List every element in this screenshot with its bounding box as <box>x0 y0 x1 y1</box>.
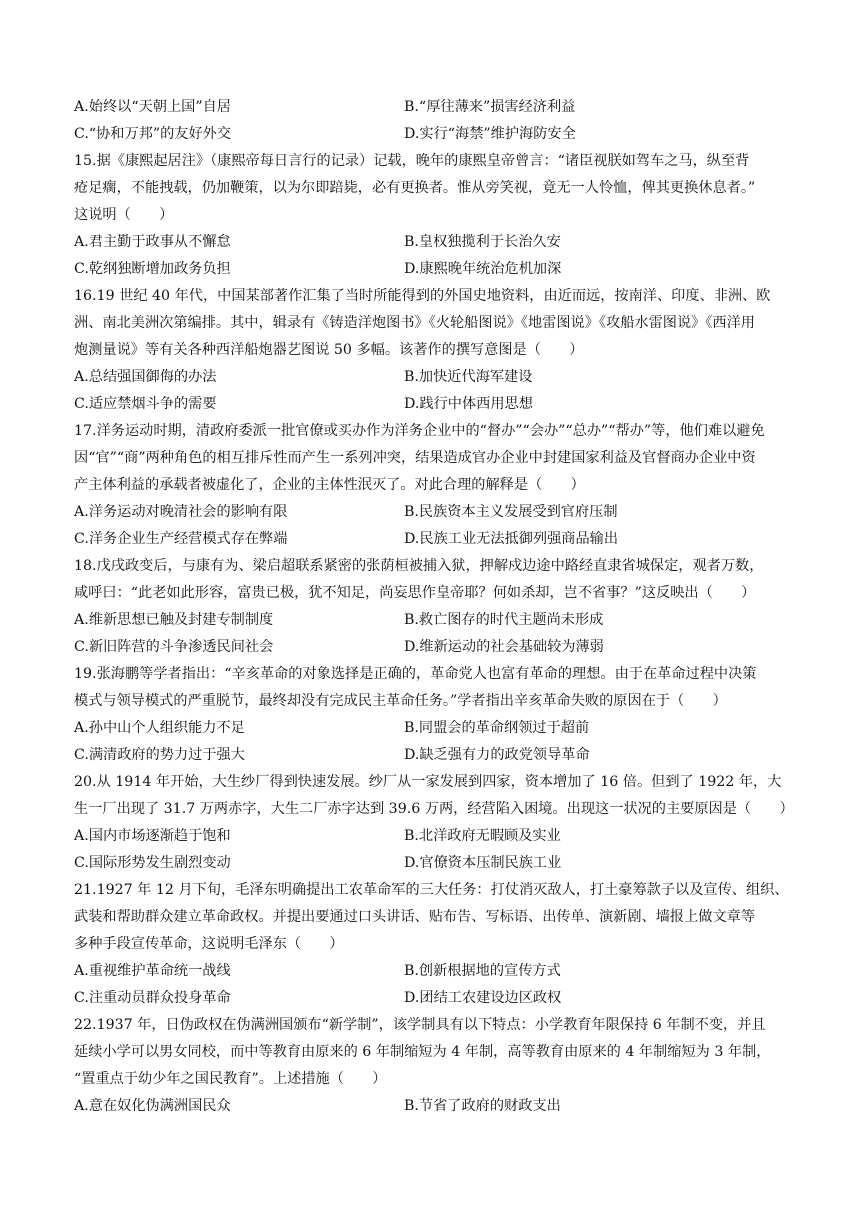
question-20-option-c: C.国际形势发生剧烈变动 <box>74 855 231 871</box>
question-21-option-b: B.创新根据地的宣传方式 <box>404 963 561 979</box>
question-19-line-2: 模式与领导模式的严重脱节，最终却没有完成民主革命任务。”学者指出辛亥革命失败的原因在于（ ） <box>74 693 727 709</box>
question-20-option-a: A.国内市场逐渐趋于饱和 <box>74 828 231 844</box>
question-22-options-row-1 <box>74 1093 804 1120</box>
question-20-options-row-2 <box>74 850 804 877</box>
question-20-option-b: B.北洋政府无暇顾及实业 <box>404 828 561 844</box>
question-16-options-row-2 <box>74 391 804 418</box>
question-19-option-b: B.同盟会的革命纲领过于超前 <box>404 720 590 736</box>
q14-option-c: C.“协和万邦”的友好外交 <box>74 126 232 142</box>
question-21-option-a: A.重视维护革命统一战线 <box>74 963 231 979</box>
q14-option-d: D.实行“海禁”维护海防安全 <box>404 126 576 142</box>
question-22-option-a: A.意在奴化伪满洲国民众 <box>74 1098 231 1114</box>
question-21-option-c: C.注重动员群众投身革命 <box>74 990 231 1006</box>
question-17-option-c: C.洋务企业生产经营模式存在弊端 <box>74 531 288 547</box>
question-17-line-2: 因“官”“商”两种角色的相互排斥性而产生一系列冲突，结果造成官办企业中封建国家利益及官督商办企业中资 <box>74 450 756 466</box>
question-17 <box>74 418 804 553</box>
question-18-line-1: 18.戊戌政变后，与康有为、梁启超联系紧密的张荫桓被捕入狱，押解戍边途中路经直隶省城保定，观者万数， <box>74 558 764 574</box>
question-16-option-b: B.加快近代海军建设 <box>404 369 533 385</box>
question-18-option-c: C.新旧阵营的斗争渗透民间社会 <box>74 639 274 655</box>
question-18-option-b: B.救亡图存的时代主题尚未形成 <box>404 612 604 628</box>
question-18-option-d: D.维新运动的社会基础较为薄弱 <box>404 639 604 655</box>
question-18-line-2: 咸呼曰：“此老如此形容，富贵已极，犹不知足，尚妄思作皇帝耶？何如杀却，岂不省事？”这反映出（ ） <box>74 585 756 601</box>
q14-option-a: A.始终以“天朝上国”自居 <box>74 99 231 115</box>
question-22 <box>74 1012 804 1120</box>
question-20-line-2: 生一厂出现了 31.7 万两赤字，大生二厂赤字达到 39.6 万两，经营陷入困境。出现这一状况的主要原因是（ ） <box>74 801 794 817</box>
question-17-option-b: B.民族资本主义发展受到官府压制 <box>404 504 618 520</box>
question-15-option-b: B.皇权独揽利于长治久安 <box>404 234 561 250</box>
question-15-line-3: 这说明（ ） <box>74 207 174 223</box>
question-16-option-c: C.适应禁烟斗争的需要 <box>74 396 217 412</box>
question-15 <box>74 148 804 283</box>
question-20-options-row-1 <box>74 823 804 850</box>
question-17-line-3: 产主体利益的承载者被虚化了，企业的主体性泯灭了。对此合理的解释是（ ） <box>74 477 585 493</box>
question-15-option-d: D.康熙晚年统治危机加深 <box>404 261 562 277</box>
question-17-options-row-1 <box>74 499 804 526</box>
question-21-options-row-1 <box>74 958 804 985</box>
question-16-option-a: A.总结强国御侮的办法 <box>74 369 217 385</box>
question-19-option-c: C.满清政府的势力过于强大 <box>74 747 245 763</box>
question-16 <box>74 283 804 418</box>
question-15-line-2: 疮足瘸，不能拽载，仍加鞭策，以为尔即踣毙，必有更换者。惟从旁笑视，竟无一人怜恤，俾其更换休息者。” <box>74 180 756 196</box>
question-21-line-1: 21.1927 年 12 月下旬，毛泽东明确提出工农革命军的三大任务：打仗消灭敌人，打土豪筹款子以及宣传、组织、 <box>74 882 789 898</box>
question-22-line-3: “置重点于幼少年之国民教育”。上述措施（ ） <box>74 1071 387 1087</box>
question-19-options-row-2 <box>74 742 804 769</box>
question-17-line-1: 17.洋务运动时期，清政府委派一批官僚或买办作为洋务企业中的“督办”“会办”“总办”“帮办”等，他们难以避免 <box>74 423 765 439</box>
question-20 <box>74 769 804 877</box>
question-21-line-2: 武装和帮助群众建立革命政权。并提出要通过口头讲话、贴布告、写标语、出传单、演新剧、墙报上做文章等 <box>74 909 756 925</box>
q14-option-b: B.“厚往薄来”损害经济利益 <box>404 99 576 115</box>
q14-options-row-2 <box>74 121 804 148</box>
question-list <box>74 94 804 1120</box>
question-21-options-row-2 <box>74 985 804 1012</box>
q14-options-row-1 <box>74 94 804 121</box>
question-19 <box>74 661 804 769</box>
question-22-line-2: 延续小学可以男女同校，而中等教育由原来的 6 年制缩短为 4 年制，高等教育由原来的 4 年制缩短为 3 年制， <box>74 1044 771 1060</box>
question-20-line-1: 20.从 1914 年开始，大生纱厂得到快速发展。纱厂从一家发展到四家，资本增加了 16 倍。但到了 1922 年，大 <box>74 774 782 790</box>
question-18 <box>74 553 804 661</box>
question-18-options-row-1 <box>74 607 804 634</box>
question-17-option-a: A.洋务运动对晚清社会的影响有限 <box>74 504 288 520</box>
question-16-line-3: 炮测量说》等有关各种西洋船炮器艺图说 50 多幅。该著作的撰写意图是（ ） <box>74 342 584 358</box>
question-19-options-row-1 <box>74 715 804 742</box>
question-20-option-d: D.官僚资本压制民族工业 <box>404 855 562 871</box>
question-15-option-a: A.君主勤于政事从不懈怠 <box>74 234 231 250</box>
question-16-options-row-1 <box>74 364 804 391</box>
question-17-options-row-2 <box>74 526 804 553</box>
question-19-option-a: A.孙中山个人组织能力不足 <box>74 720 245 736</box>
question-21-line-3: 多种手段宣传革命，这说明毛泽东（ ） <box>74 936 344 952</box>
question-21 <box>74 877 804 1012</box>
question-17-option-d: D.民族工业无法抵御列强商品输出 <box>404 531 619 547</box>
question-16-option-d: D.践行中体西用思想 <box>404 396 533 412</box>
question-19-option-d: D.缺乏强有力的政党领导革命 <box>404 747 590 763</box>
question-19-line-1: 19.张海鹏等学者指出：“辛亥革命的对象选择是正确的，革命党人也富有革命的理想。由于在革命过程中决策 <box>74 666 757 682</box>
question-15-options-row-2 <box>74 256 804 283</box>
question-16-line-2: 洲、南北美洲次第编排。其中，辑录有《铸造洋炮图书》《火轮船图说》《地雷图说》《攻船水雷图说》《西洋用 <box>74 315 755 331</box>
question-16-line-1: 16.19 世纪 40 年代，中国某部著作汇集了当时所能得到的外国史地资料，由近而远，按南洋、印度、非洲、欧 <box>74 288 771 304</box>
question-15-options-row-1 <box>74 229 804 256</box>
question-18-option-a: A.维新思想已触及封建专制制度 <box>74 612 274 628</box>
question-21-option-d: D.团结工农建设边区政权 <box>404 990 562 1006</box>
question-15-option-c: C.乾纲独断增加政务负担 <box>74 261 231 277</box>
question-15-line-1: 15.据《康熙起居注》（康熙帝每日言行的记录）记载，晚年的康熙皇帝曾言：“诸臣视朕如驾车之马，纵至背 <box>74 153 750 169</box>
question-22-line-1: 22.1937 年，日伪政权在伪满洲国颁布“新学制”，该学制具有以下特点：小学教育年限保持 6 年制不变，并且 <box>74 1017 766 1033</box>
question-18-options-row-2 <box>74 634 804 661</box>
question-22-option-b: B.节省了政府的财政支出 <box>404 1098 561 1114</box>
